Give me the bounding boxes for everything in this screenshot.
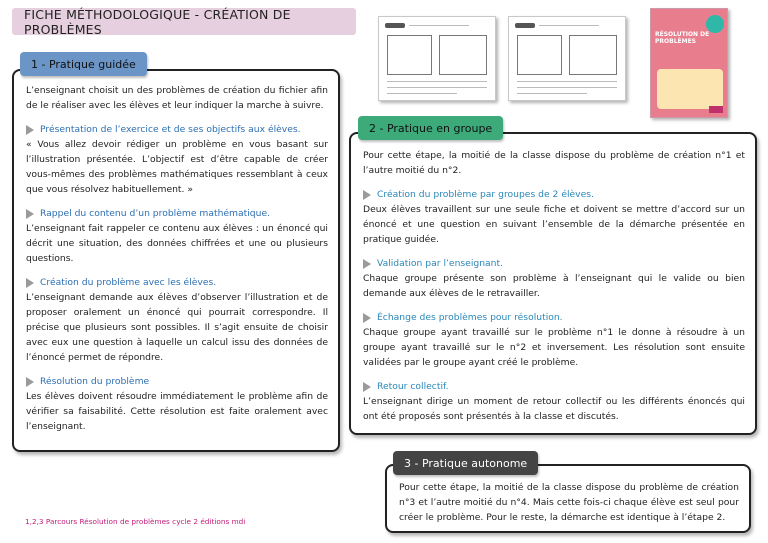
section3-tab: 3 - Pratique autonome bbox=[393, 451, 538, 475]
section-guided-practice bbox=[12, 69, 340, 452]
section1-item bbox=[26, 206, 328, 266]
section2-item-title: Retour collectif. bbox=[377, 381, 449, 392]
section2-item bbox=[363, 256, 745, 301]
section-group-practice bbox=[349, 132, 757, 435]
section1-item bbox=[26, 122, 328, 197]
worksheet-thumbnail-1 bbox=[378, 16, 496, 101]
arrow-icon bbox=[26, 125, 34, 135]
section2-tab: 2 - Pratique en groupe bbox=[358, 116, 503, 140]
worksheet-thumbnail-2 bbox=[508, 16, 626, 101]
arrow-icon bbox=[26, 209, 34, 219]
section2-item bbox=[363, 310, 745, 370]
arrow-icon bbox=[363, 259, 371, 269]
section1-item-title: Création du problème avec les élèves. bbox=[40, 277, 217, 288]
cover-title: RÉSOLUTION DE PROBLÈMES bbox=[655, 31, 710, 45]
arrow-icon bbox=[363, 382, 371, 392]
section1-item bbox=[26, 275, 328, 365]
section2-item-text: L’enseignant dirige un moment de retour collectif ou les différents énoncés qui ont été proposés sont présentés à la classe et discutés. bbox=[363, 396, 745, 422]
section1-item-title: Rappel du contenu d’un problème mathématique. bbox=[40, 208, 271, 219]
section2-item-title: Création du problème par groupes de 2 élèves. bbox=[377, 189, 594, 200]
section2-intro: Pour cette étape, la moitié de la classe dispose du problème de création n°1 et l’autre moitié du n°2. bbox=[363, 150, 745, 176]
section1-item-text: L’enseignant demande aux élèves d’observer l’illustration et de proposer oralement un énoncé qui pourrait correspondre. Il précise que plusieurs sont possibles. Il s’agit ensuite de choisir avec eux une question à laquelle un calcul issu des données de l’énoncé permet de répondre. bbox=[26, 292, 328, 363]
section2-item-text: Deux élèves travaillent sur une seule fiche et doivent se mettre d’accord sur un énoncé et une question en suivant l’ensemble de la démarche présentée en pratique guidée. bbox=[363, 204, 745, 245]
cover-illustration bbox=[657, 69, 723, 109]
page-title: FICHE MÉTHODOLOGIQUE - CRÉATION DE PROBLÈMES bbox=[12, 8, 356, 35]
section1-item bbox=[26, 374, 328, 434]
section3-text: Pour cette étape, la moitié de la classe dispose du problème de création n°3 et l’autre moitié du n°4. Mais cette fois-ci chaque élève est seul pour créer le problème. Pour le reste, la démarche est identique à l’étape 2. bbox=[399, 482, 739, 523]
section2-item bbox=[363, 379, 745, 424]
arrow-icon bbox=[26, 377, 34, 387]
section2-item-text: Chaque groupe présente son problème à l’enseignant qui le valide ou bien demande aux élèves de le retravailler. bbox=[363, 273, 745, 299]
book-cover bbox=[650, 8, 728, 118]
arrow-icon bbox=[26, 278, 34, 288]
section1-item-text: « Vous allez devoir rédiger un problème en vous basant sur l’illustration présentée. L’objectif est d’être capable de créer vous-mêmes des problèmes mathématiques ressemblant à ceux que vous résolvez habituellement. » bbox=[26, 139, 328, 195]
arrow-icon bbox=[363, 313, 371, 323]
section1-item-text: Les élèves doivent résoudre immédiatement le problème afin de vérifier sa faisabilité. Cette résolution est faite oralement avec l’enseignant. bbox=[26, 391, 328, 432]
section1-tab: 1 - Pratique guidée bbox=[20, 52, 147, 76]
section1-item-title: Présentation de l’exercice et de ses objectifs aux élèves. bbox=[40, 124, 301, 135]
footer-credit: 1,2,3 Parcours Résolution de problèmes cycle 2 éditions mdi bbox=[25, 517, 246, 526]
section1-item-title: Résolution du problème bbox=[40, 376, 150, 387]
section2-item-text: Chaque groupe ayant travaillé sur le problème n°1 le donne à résoudre à un groupe ayant travaillé sur le n°2 et inversement. Les résolution sont ensuite validées par le groupe ayant créé le problème. bbox=[363, 327, 745, 368]
arrow-icon bbox=[363, 190, 371, 200]
section2-item bbox=[363, 187, 745, 247]
section2-item-title: Validation par l’enseignant. bbox=[377, 258, 504, 269]
section1-item-text: L’enseignant fait rappeler ce contenu aux élèves : un énoncé qui décrit une situation, des données chiffrées et une ou plusieurs questions. bbox=[26, 223, 328, 264]
publisher-logo-icon bbox=[709, 106, 723, 113]
section1-intro: L’enseignant choisit un des problèmes de création du fichier afin de le réaliser avec les élèves et leur indiquer la marche à suivre. bbox=[26, 85, 328, 111]
section2-item-title: Échange des problèmes pour résolution. bbox=[377, 312, 563, 323]
